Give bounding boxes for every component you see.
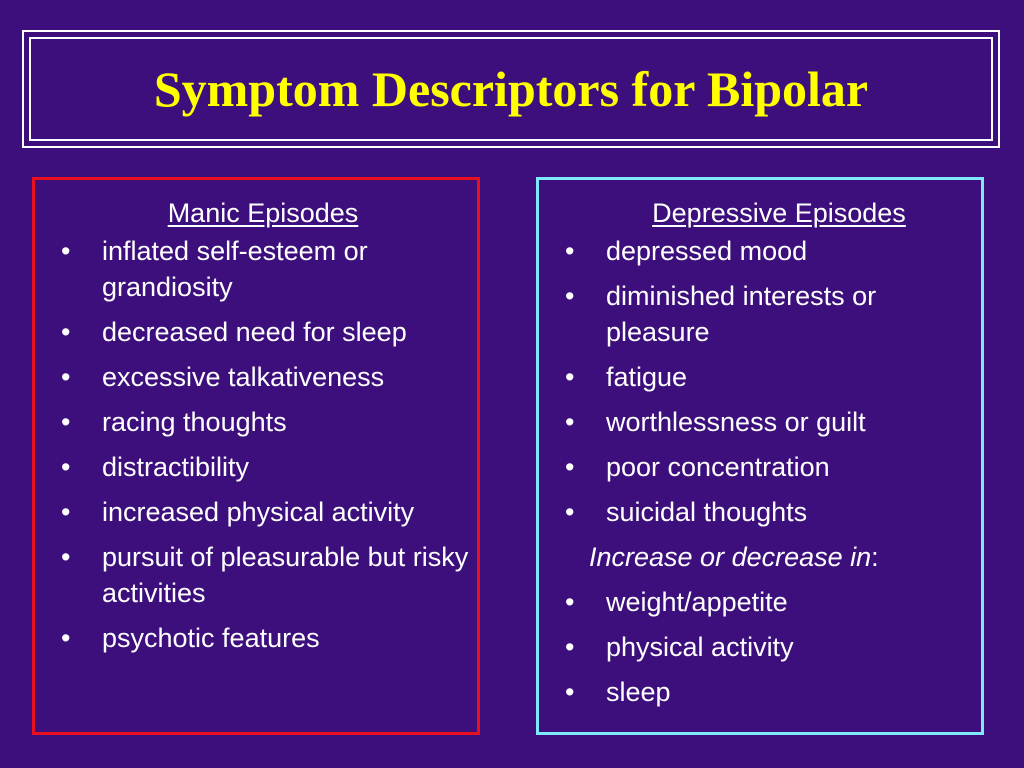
bullet-point: • (565, 362, 575, 392)
bullet-point: • (61, 623, 71, 653)
bullet-point: • (565, 407, 575, 437)
subheading-text: Increase or decrease in (589, 542, 872, 572)
depressive-symptom-text: fatigue (606, 362, 688, 392)
bullet-point: • (565, 497, 575, 527)
depressive-symptom-item (563, 359, 981, 395)
bullet-point: • (61, 542, 71, 572)
bullet-point: • (565, 236, 575, 266)
depressive-symptom-text: suicidal thoughts (606, 497, 808, 527)
depressive-symptom-item (563, 233, 981, 269)
depressive-symptom-text: diminished interests or pleasure (606, 281, 877, 347)
title-frame (22, 30, 1000, 148)
depressive-symptom-text: poor concentration (606, 452, 830, 482)
depressive-symptom-item (563, 404, 981, 440)
manic-symptom-item (59, 494, 477, 530)
increase-decrease-item (563, 584, 981, 620)
manic-symptom-text: psychotic features (102, 623, 320, 653)
manic-symptom-text: pursuit of pleasurable but risky activities (102, 542, 469, 608)
bullet-point: • (61, 317, 71, 347)
increase-decrease-subheading (539, 539, 981, 575)
depressive-symptom-item (563, 494, 981, 530)
bullet-point: • (61, 236, 71, 266)
manic-symptom-item (59, 233, 477, 305)
subheading-colon: : (871, 542, 879, 572)
manic-episodes-heading: Manic Episodes (167, 198, 359, 228)
bullet-point: • (61, 497, 71, 527)
depressive-symptom-item (563, 449, 981, 485)
increase-decrease-text: physical activity (606, 632, 794, 662)
manic-symptom-text: decreased need for sleep (102, 317, 407, 347)
slide-title: Symptom Descriptors for Bipolar (153, 61, 869, 117)
manic-symptom-item (59, 449, 477, 485)
bullet-point: • (565, 677, 575, 707)
increase-decrease-list (539, 584, 981, 710)
bullet-point: • (565, 452, 575, 482)
manic-symptom-list (35, 233, 477, 656)
increase-decrease-item (563, 674, 981, 710)
depressive-episodes-panel (536, 177, 984, 735)
manic-symptom-text: distractibility (102, 452, 250, 482)
manic-symptom-text: inflated self-esteem or grandiosity (102, 236, 368, 302)
title-frame-inner (29, 37, 993, 141)
depressive-symptom-text: depressed mood (606, 236, 808, 266)
depressive-symptom-list (539, 233, 981, 530)
manic-symptom-item (59, 404, 477, 440)
manic-symptom-item (59, 359, 477, 395)
manic-symptom-item (59, 314, 477, 350)
manic-symptom-item (59, 539, 477, 611)
bullet-point: • (61, 362, 71, 392)
bullet-point: • (565, 281, 575, 311)
manic-symptom-text: increased physical activity (102, 497, 415, 527)
increase-decrease-item (563, 629, 981, 665)
depressive-episodes-heading: Depressive Episodes (652, 198, 906, 228)
bullet-point: • (565, 587, 575, 617)
bullet-point: • (61, 407, 71, 437)
bullet-point: • (565, 632, 575, 662)
manic-symptom-text: excessive talkativeness (102, 362, 385, 392)
manic-episodes-panel (32, 177, 480, 735)
depressive-symptom-item (563, 278, 981, 350)
increase-decrease-text: sleep (606, 677, 671, 707)
increase-decrease-text: weight/appetite (606, 587, 788, 617)
manic-symptom-item (59, 620, 477, 656)
depressive-symptom-text: worthlessness or guilt (606, 407, 866, 437)
manic-symptom-text: racing thoughts (102, 407, 287, 437)
bullet-point: • (61, 452, 71, 482)
